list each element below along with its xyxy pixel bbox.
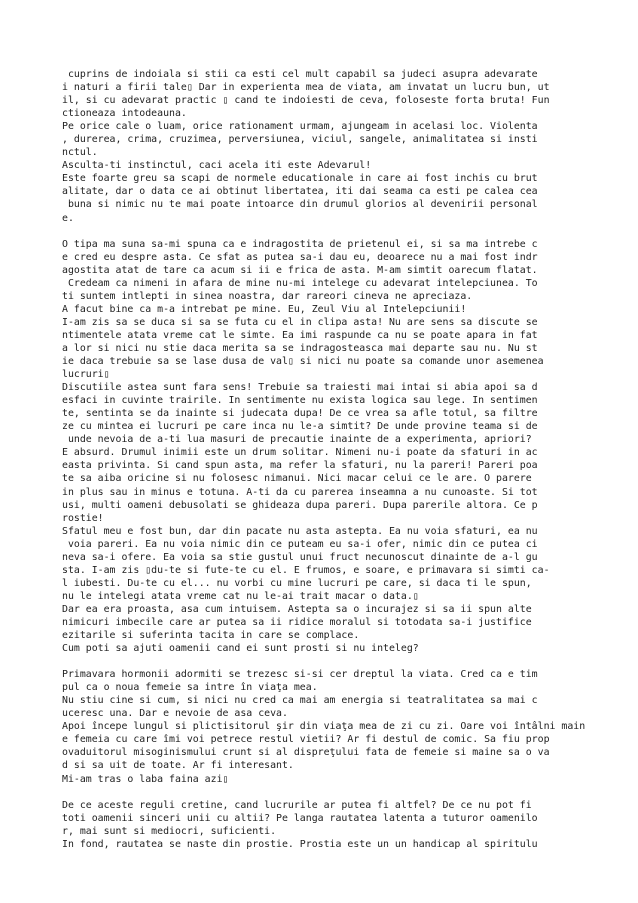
text-line: ctioneaza intodeauna. [62,108,187,120]
text-line: Apoi începe lungul si plictisitorul şir din viaţa mea de zi cu zi. Oare voi întâlni main [62,721,586,733]
text-line: easta privinta. Si cand spun asta, ma refer la sfaturi, nu la pareri! Pareri poa [62,460,538,472]
text-line: Este foarte greu sa scapi de normele educationale in care ai fost inchis cu brut [62,173,538,185]
text-line: nimicuri imbecile care ar putea sa ii ridice moralul si totodata sa-i justifice [62,616,532,628]
text-line: Nu stiu cine si cum, si nici nu cred ca mai am energia si teatralitatea sa mai c [62,695,538,707]
document-page [62,68,627,851]
text-line: Cum poti sa ajuti oamenii cand ei sunt prosti si nu inteleg? [62,643,419,655]
text-line: nctul. [62,147,98,159]
text-line: Mi-am tras o laba faina azi▯ [62,773,229,785]
text-line: e femeia cu care îmi voi petrece restul vietii? Ar fi destul de comic. Sa fiu prop [62,734,550,746]
text-line: alitate, dar o data ce ai obtinut libertatea, iti dai seama ca esti pe calea cea [62,186,538,198]
text-line: ze cu mintea ei lucruri pe care inca nu le-a simtit? De unde provine teama si de [62,421,538,433]
text-line: O tipa ma suna sa-mi spuna ca e indragostita de prietenul ei, si sa ma intrebe c [62,238,538,250]
text-line: De ce aceste reguli cretine, cand lucrurile ar putea fi altfel? De ce nu pot fi [62,799,532,811]
text-line: e. [62,212,74,224]
text-line: nu le intelegi atata vreme cat nu le-ai trait macar o data.▯ [62,590,419,602]
text-line: A facut bine ca m-a intrebat pe mine. Eu, Zeul Viu al Intelepciunii! [62,303,467,315]
text-line: Dar ea era proasta, asa cum intuisem. Astepta sa o incurajez si sa ii spun alte [62,603,532,615]
text-line: Sfatul meu e fost bun, dar din pacate nu asta astepta. Ea nu voia sfaturi, ea nu [62,525,538,537]
text-line: d si sa uit de toate. Ar fi interesant. [62,760,294,772]
text-line: toti oamenii sinceri unii cu altii? Pe langa rautatea latenta a tuturor oamenilo [62,812,538,824]
text-line: esfaci in cuvinte trairile. In sentimente nu exista logica sau lege. In sentimen [62,395,538,407]
text-line: e cred eu despre asta. Ce sfat as putea sa-i dau eu, deoarece nu a mai fost indr [62,251,538,263]
blank-line [62,225,627,238]
text-line: agostita atat de tare ca acum si ii e frica de asta. M-am simtit oarecum flatat. [62,264,538,276]
text-line: In fond, rautatea se naste din prostie. Prostia este un un handicap al spiritulu [62,838,538,850]
text-line: in plus sau in minus e totuna. A-ti da cu parerea inseamna a nu cunoaste. Si tot [62,486,538,498]
text-line: te sa aiba oricine si nu folosesc nimanui. Nici macar celui ce le are. O parere [62,473,532,485]
text-line: Asculta-ti instinctul, caci acela iti este Adevarul! [62,160,372,172]
text-line: Credeam ca nimeni in afara de mine nu-mi intelege cu adevarat intelepciunea. To [62,277,538,289]
text-line: E absurd. Drumul inimii este un drum solitar. Nimeni nu-i poate da sfaturi in ac [62,447,538,459]
text-line: i naturi a firii tale▯ Dar in experienta mea de viata, am invatat un lucru bun, ut [62,82,550,94]
text-line: l iubesti. Du-te cu el... nu vorbi cu mine lucruri pe care, si daca ti le spun, [62,577,532,589]
text-line: a lor si nici nu stie daca merita sa se indragosteasca mai departe sau nu. Nu st [62,342,538,354]
text-line: ntimentele atata vreme cat le simte. Ea imi raspunde ca nu se poate apara in fat [62,329,538,341]
text-line: neva sa-i ofere. Ea voia sa stie gustul unui fruct necunoscut dinainte de a-l gu [62,551,538,563]
text-line: il, si cu adevarat practic ▯ cand te indoiesti de ceva, foloseste forta bruta! Fun [62,95,550,107]
text-line: unde nevoia de a-ti lua masuri de precautie inainte de a experimenta, apriori? [62,434,532,446]
text-line: rostie! [62,512,104,524]
blank-line [62,655,627,668]
text-line: ie daca trebuie sa se lase dusa de val▯ si nici nu poate sa comande unor asemenea [62,356,544,368]
text-line: ezitarile si suferinta tacita in care se complace. [62,630,360,642]
text-line: sta. I-am zis ▯du-te si fute-te cu el. E frumos, e soare, e primavara si simti ca- [62,564,550,576]
text-line: ti suntem intlepti in sinea noastra, dar rareori cineva ne apreciaza. [62,290,473,302]
text-line: lucruri▯ [62,369,110,381]
text-line: voia pareri. Ea nu voia nimic din ce puteam eu sa-i ofer, nimic din ce putea ci [62,538,538,550]
blank-line [62,786,627,799]
text-line: ovaduitorul misoginismului crunt si al dispreţului fata de femeie si maine sa o va [62,747,550,759]
text-line: pul ca o noua femeie sa intre în viaţa mea. [62,682,318,694]
text-line: Primavara hormonii adormiti se trezesc si-si cer dreptul la viata. Cred ca e tim [62,669,538,681]
text-line: buna si nimic nu te mai poate intoarce din drumul glorios al devenirii personal [62,199,538,211]
text-line: te, sentinta se da inainte si judecata dupa! De ce vrea sa afle totul, sa filtre [62,408,538,420]
text-line: r, mai sunt si mediocri, suficienti. [62,825,277,837]
text-line: Pe orice cale o luam, orice rationament urmam, ajungeam in acelasi loc. Violenta [62,121,538,133]
text-line: Discutiile astea sunt fara sens! Trebuie sa traiesti mai intai si abia apoi sa d [62,382,538,394]
text-line: cuprins de indoiala si stii ca esti cel mult capabil sa judeci asupra adevarate [62,69,538,80]
text-line: , durerea, crima, cruzimea, perversiunea, viciul, sangele, animalitatea si insti [62,134,538,146]
text-line: usi, multi oameni debusolati se ghideaza dupa pareri. Dupa parerile altora. Ce p [62,499,538,511]
text-line: uceresc una. Dar e nevoie de asa ceva. [62,708,288,720]
text-line: I-am zis sa se duca si sa se futa cu el in clipa asta! Nu are sens sa discute se [62,316,538,328]
